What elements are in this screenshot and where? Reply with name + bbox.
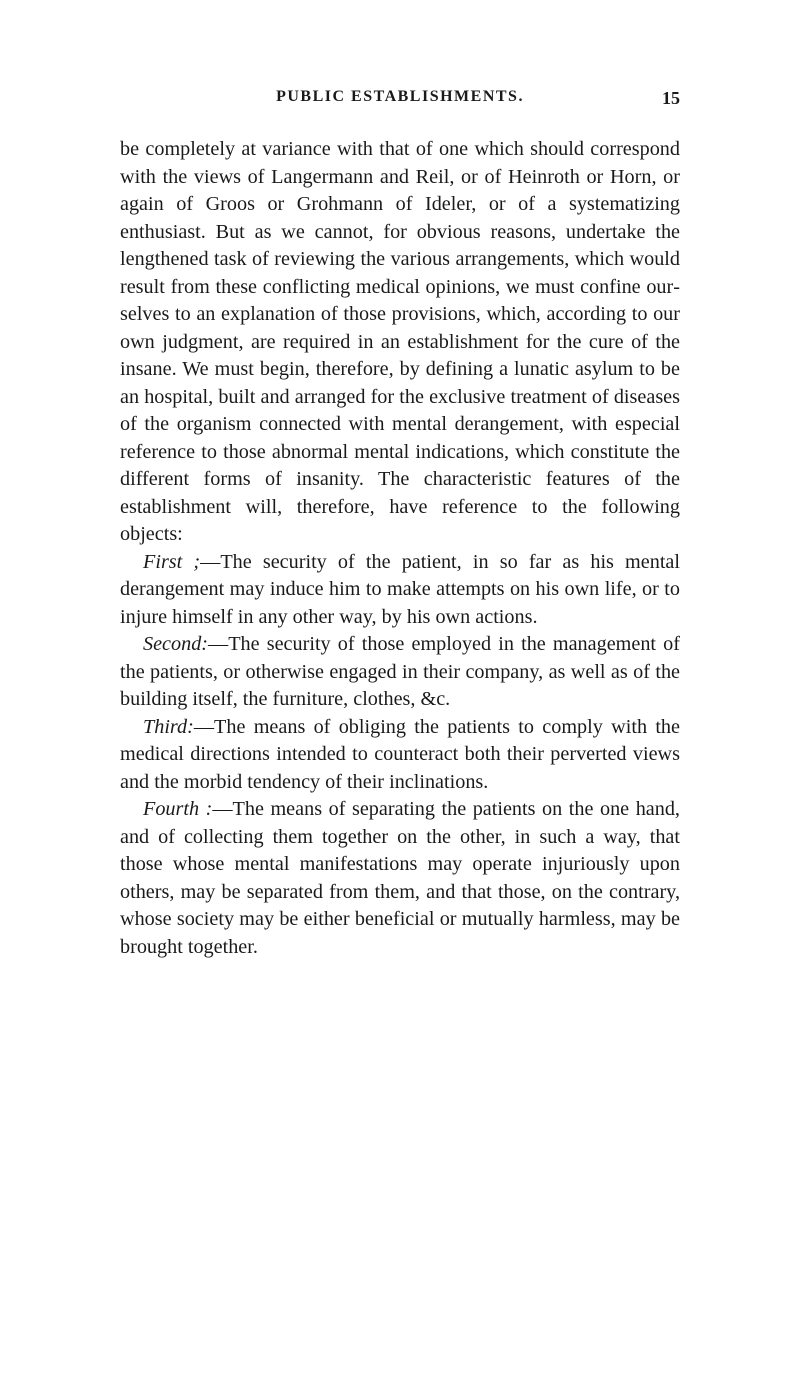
running-title: PUBLIC ESTABLISHMENTS. — [276, 88, 524, 105]
object-fourth-text: —The means of separating the patients on the one hand, and of collecting them together on the other, in such a way, that those whose mental manifestations may operate injuriously upon others, may be separated from them, and that those, on the contrary, whose society may be either beneficial or mutually harmless, may be brought together. — [120, 798, 680, 958]
running-head — [120, 88, 680, 112]
object-third-paragraph — [120, 714, 680, 797]
object-first-text: —The security of the patient, in so far as his mental derangement may induce him to make attempts on his own life, or to injure himself in any other way, by his own actions. — [120, 550, 680, 628]
object-second-lead: Second: — [143, 633, 209, 655]
object-third-text: —The means of obliging the patients to comply with the medical directions intended to counteract both their perverted views and the morbid tendency of their inclinations. — [120, 715, 680, 793]
object-fourth-lead: Fourth : — [143, 798, 213, 820]
opening-paragraph: be completely at variance with that of one which should correspond with the views of Langermann and Reil, or of Heinroth or Horn, or again of Groos or Grohmann of Ideler, or of a systematizing enthusiast. But as we cannot, for obvious reasons, undertake the lengthened task of reviewing the various arrangements, which would result from these conflicting medical opinions, we must confine ourselves to an explanation of those provisions, which, according to our own judgment, are required in an establishment for the cure of the insane. We must begin, therefore, by defining a lunatic asylum to be an hospital, built and arranged for the exclusive treatment of diseases of the organism connected with mental derangement, with especial reference to those abnormal mental indications, which constitute the different forms of insanity. The characteristic features of the establishment will, therefore, have reference to the following objects: — [120, 138, 680, 545]
object-first-lead: First ; — [143, 550, 201, 573]
body-text — [120, 136, 680, 961]
object-fourth-paragraph — [120, 796, 680, 961]
object-third-lead: Third: — [143, 715, 194, 738]
page-number: 15 — [662, 88, 680, 108]
object-first-paragraph — [120, 549, 680, 632]
object-second-paragraph — [120, 631, 680, 714]
object-second-text: —The security of those employed in the management of the patients, or otherwise engaged in their company, as well as of the building itself, the furniture, clothes, &c. — [120, 633, 680, 710]
